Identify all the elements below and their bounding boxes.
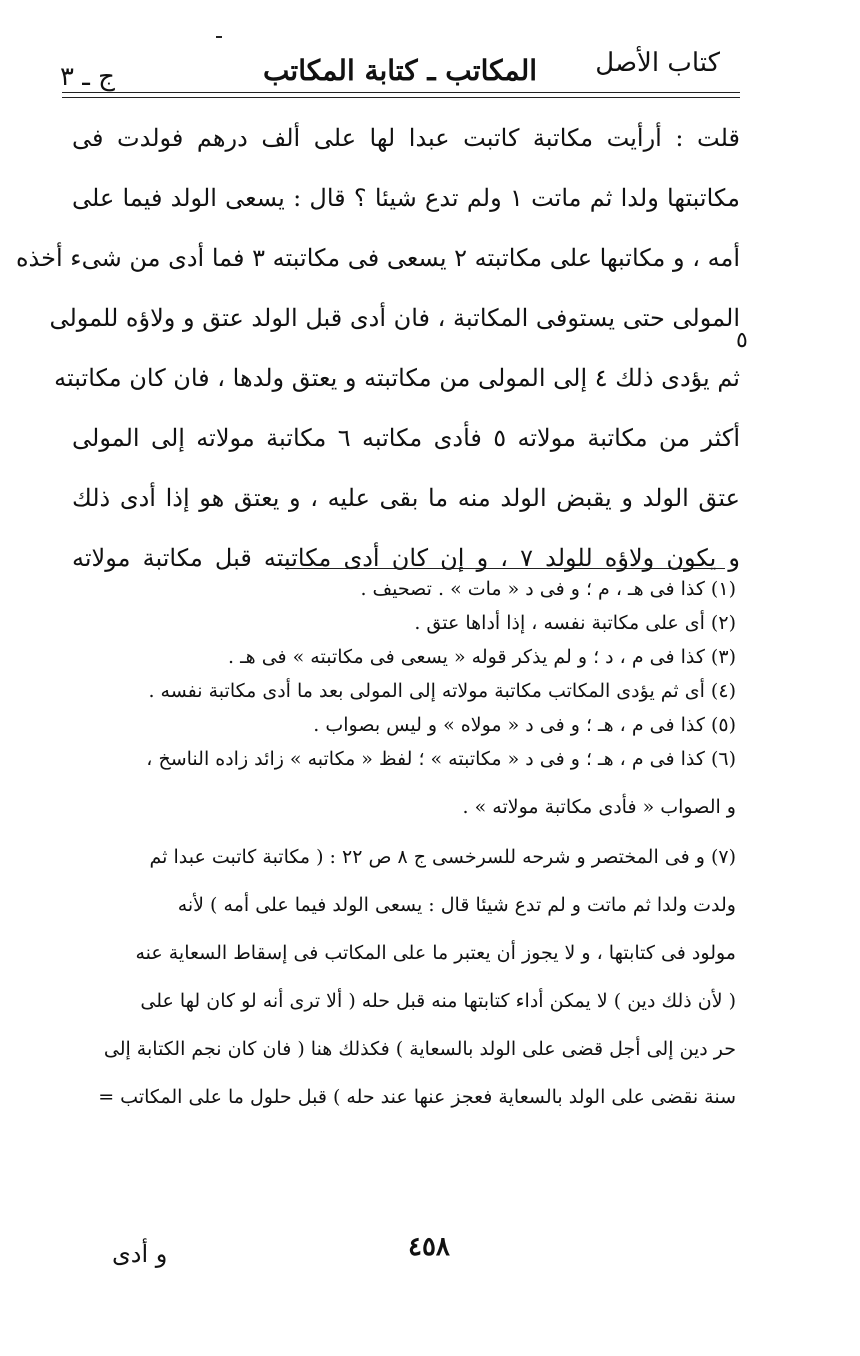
- footnote-continuation: ( لأن ذلك دين ) لا يمكن أداء كتابتها منه قبل حله ( ألا ترى أنه لو كان لها على: [140, 990, 736, 1012]
- volume-number: ج ـ ٣: [60, 62, 115, 92]
- footnote: (٦) كذا فى م ، هـ ؛ و فى د « مكاتبته » ؛ لفظ « مكاتبه » زائد زاده الناسخ ،: [146, 748, 736, 770]
- footnote-continuation: ولدت ولدا ثم ماتت و لم تدع شيئا قال : يسعى الولد فيما على أمه ) لأنه: [177, 894, 736, 916]
- text-line: المولى حتى يستوفى المكاتبة ، فان أدى قبل الولد عتق و ولاؤه للمولى: [49, 304, 740, 332]
- running-header: [60, 40, 740, 90]
- footnote: (١) كذا فى هـ ، م ؛ و فى د « مات » . تصحيف .: [360, 578, 736, 600]
- footnote-continuation: و الصواب « فأدى مكاتبة مولاته » .: [462, 796, 736, 818]
- footnote: (٣) كذا فى م ، د ؛ و لم يذكر قوله « يسعى فى مكاتبته » فى هـ .: [227, 646, 736, 668]
- text-line: ثم يؤدى ذلك ٤ إلى المولى من مكاتبته و يعتق ولدها ، فان كان مكاتبته: [54, 364, 740, 392]
- catchword: و أدى: [112, 1240, 168, 1268]
- footnote: (٥) كذا فى م ، هـ ؛ و فى د « مولاه » و ليس بصواب .: [313, 714, 736, 736]
- footnote-continuation: سنة نقضى على الولد بالسعاية فعجز عنها عند حله ) قبل حلول ما على المكاتب =: [98, 1086, 736, 1108]
- page-number: ٤٥٨: [408, 1232, 450, 1262]
- book-title: كتاب الأصل: [595, 48, 720, 78]
- scan-speck: [216, 36, 222, 38]
- footnote-continuation: حر دين إلى أجل قضى على الولد بالسعاية ) فكذلك هنا ( فان كان نجم الكتابة إلى: [103, 1038, 736, 1060]
- header-rule-double: [62, 97, 740, 98]
- footnote: (٢) أى على مكاتبة نفسه ، إذا أداها عتق .: [414, 612, 736, 634]
- main-text: [15, 108, 741, 588]
- footnotes: [72, 572, 736, 1114]
- footnote-separator: [285, 568, 725, 569]
- header-rule: [62, 92, 740, 93]
- text-line: عتق الولد و يقبض الولد منه ما بقى عليه ، و يعتق هو إذا أدى ذلك: [72, 484, 740, 512]
- footnote-continuation: مولود فى كتابتها ، و لا يجوز أن يعتبر ما على المكاتب فى إسقاط السعاية عنه: [135, 942, 736, 964]
- text-line: و يكون ولاؤه للولد ٧ ، و إن كان أدى مكاتبته قبل مكاتبة مولاته: [72, 544, 740, 572]
- text-line: مكاتبتها ولدا ثم ماتت ١ ولم تدع شيئا ؟ قال : يسعى الولد فيما على: [72, 184, 740, 212]
- text-line: أكثر من مكاتبة مولاته ٥ فأدى مكاتبه ٦ مكاتبة مولاته إلى المولى: [72, 424, 741, 452]
- footnote: (٧) و فى المختصر و شرحه للسرخسى ج ٨ ص ٢٢ : ( مكاتبة كاتبت عبدا ثم: [149, 846, 736, 868]
- text-line: قلت : أرأيت مكاتبة كاتبت عبدا لها على ألف درهم فولدت فى: [72, 124, 740, 152]
- page-footer: [100, 1232, 740, 1272]
- text-line: أمه ، و مكاتبها على مكاتبته ٢ يسعى فى مكاتبته ٣ فما أدى من شىء أخذه: [15, 244, 740, 272]
- line-number: ٥: [736, 328, 748, 353]
- chapter-title: المكاتب ـ كتابة المكاتب: [262, 54, 538, 87]
- footnote: (٤) أى ثم يؤدى المكاتب مكاتبة مولاته إلى المولى بعد ما أدى مكاتبة نفسه .: [148, 680, 736, 702]
